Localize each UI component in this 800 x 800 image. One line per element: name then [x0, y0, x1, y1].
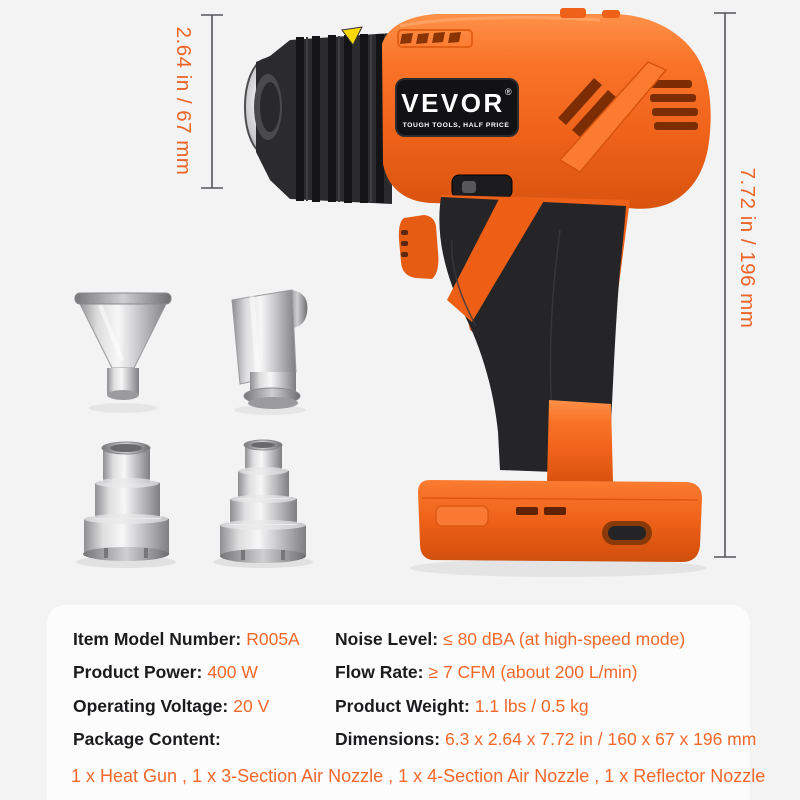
brand-registered-mark: ®	[505, 87, 512, 97]
spec-value: ≤ 80 dBA (at high-speed mode)	[443, 629, 686, 649]
four-section-air-nozzle	[220, 440, 306, 563]
spec-label: Noise Level:	[335, 629, 439, 649]
battery-mount-foot	[418, 400, 702, 562]
foot-vent-slot	[516, 507, 538, 515]
spec-label: Dimensions:	[335, 729, 441, 750]
spec-label: Item Model Number:	[73, 629, 242, 649]
flat-nozzle	[75, 293, 171, 400]
spec-column-right	[335, 629, 756, 763]
heat-gun-barrel	[254, 33, 392, 204]
spec-value: 20 V	[233, 695, 270, 716]
spec-row-voltage	[73, 696, 300, 729]
width-dimension-label: 2.64 in / 67 mm	[171, 26, 195, 176]
spec-row-package	[73, 729, 300, 762]
brand-name: VEVOR	[401, 88, 505, 118]
foot-vent-slot	[544, 507, 566, 515]
three-section-air-nozzle	[83, 442, 169, 561]
spec-value: 400 W	[207, 662, 258, 683]
height-dimension	[714, 13, 736, 557]
spec-label: Product Weight:	[335, 695, 470, 716]
reflector-nozzle	[232, 290, 307, 409]
spec-label: Product Power:	[73, 662, 203, 683]
spec-row-model	[73, 629, 300, 662]
brand-badge	[396, 79, 518, 136]
width-dimension	[201, 15, 223, 188]
spec-row-noise	[335, 629, 756, 662]
spec-row-dimensions	[335, 729, 756, 762]
spec-value: 1.1 lbs / 0.5 kg	[474, 695, 589, 716]
spec-row-flow	[335, 662, 756, 695]
height-dimension-label: 7.72 in / 196 mm	[735, 167, 759, 329]
spec-label: Package Content:	[73, 729, 221, 750]
spec-panel	[47, 605, 766, 800]
trigger	[399, 215, 439, 279]
spec-label: Operating Voltage:	[73, 695, 229, 716]
power-switch	[452, 175, 512, 198]
spec-value: R005A	[246, 629, 300, 649]
spec-column-left	[73, 629, 300, 763]
heat-gun	[245, 8, 711, 562]
spec-label: Flow Rate:	[335, 662, 424, 683]
spec-value: 6.3 x 2.64 x 7.72 in / 160 x 67 x 196 mm	[445, 729, 757, 750]
spec-value: ≥ 7 CFM (about 200 L/min)	[428, 662, 638, 683]
spec-row-power	[73, 662, 300, 695]
package-content-line: 1 x Heat Gun , 1 x 3-Section Air Nozzle , 1 x 4-Section Air Nozzle , 1 x Reflector Nozzle	[71, 766, 766, 786]
spec-row-weight	[335, 696, 756, 729]
brand-tagline: TOUGH TOOLS, HALF PRICE	[402, 122, 510, 129]
